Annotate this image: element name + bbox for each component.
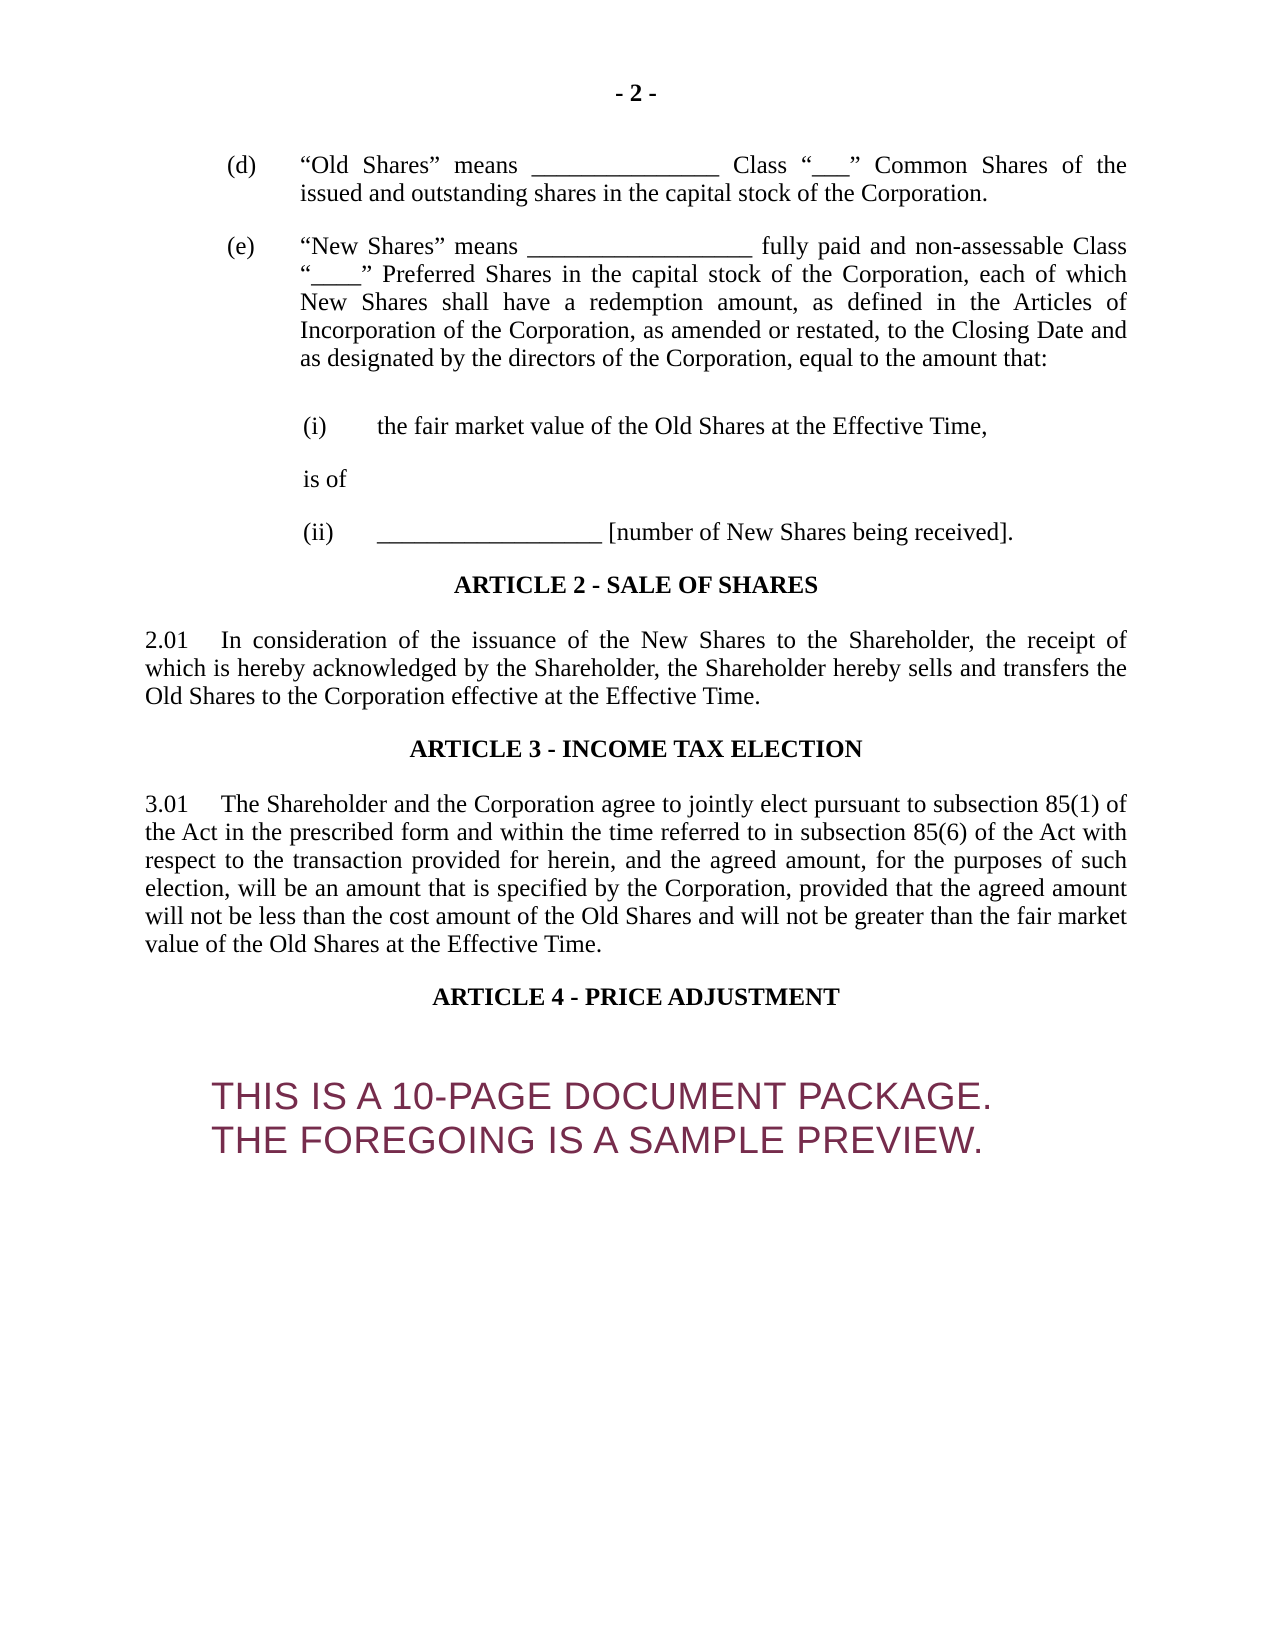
subitem-ii — [303, 519, 1127, 547]
definition-item-d — [145, 152, 1127, 208]
subitem-label-i: (i) — [303, 413, 327, 440]
preview-notice-line-2: THE FOREGOING IS A SAMPLE PREVIEW. — [211, 1120, 984, 1162]
definition-text-e: “New Shares” means __________________ fully paid and non-assessable Class “____” Preferred Shares in the capital stock of the Corporation, each of which New Shares shall have a redemption amount, as defined in the Articles of Incorporation of the Corporation, as amended or restated, to the Closing Date and as designated by the directors of the Corporation, equal to the amount that: — [300, 233, 1127, 372]
definition-label-e: (e) — [227, 233, 255, 260]
connector-is-of: is of — [303, 466, 347, 493]
page-number: - 2 - — [615, 80, 657, 107]
definition-item-e — [145, 233, 1127, 373]
subitem-label-ii: (ii) — [303, 519, 334, 546]
preview-notice — [211, 1075, 1127, 1163]
paragraph-2-01-number: 2.01 — [145, 627, 189, 654]
preview-notice-line-1: THIS IS A 10-PAGE DOCUMENT PACKAGE. — [211, 1076, 993, 1118]
paragraph-2-01 — [145, 627, 1127, 711]
paragraph-2-01-text: In consideration of the issuance of the New Shares to the Shareholder, the receipt of which is hereby acknowledged by the Shareholder, the Shareholder hereby sells and transfers the Old Shares to the Corporation effective at the Effective Time. — [145, 627, 1127, 710]
definition-label-d: (d) — [227, 152, 257, 179]
subitem-i — [303, 413, 1127, 441]
article-3-heading: ARTICLE 3 - INCOME TAX ELECTION — [409, 736, 863, 763]
subitem-text-ii: __________________ [number of New Shares being received]. — [377, 519, 1014, 546]
article-2-heading: ARTICLE 2 - SALE OF SHARES — [453, 572, 819, 599]
paragraph-3-01-number: 3.01 — [145, 791, 189, 818]
subitem-text-i: the fair market value of the Old Shares at the Effective Time, — [377, 413, 988, 440]
definition-text-d: “Old Shares” means _______________ Class “___” Common Shares of the issued and outstanding shares in the capital stock of the Corporation. — [300, 152, 1127, 207]
paragraph-3-01-text: The Shareholder and the Corporation agree to jointly elect pursuant to subsection 85(1) of the Act in the prescribed form and within the time referred to in subsection 85(6) of the Act with respect to the transaction provided for herein, and the agreed amount, for the purposes of such election, will be an amount that is specified by the Corporation, provided that the agreed amount will not be less than the cost amount of the Old Shares and will not be greater than the fair market value of the Old Shares at the Effective Time. — [145, 791, 1127, 958]
article-4-heading: ARTICLE 4 - PRICE ADJUSTMENT — [432, 984, 840, 1011]
paragraph-3-01 — [145, 791, 1127, 959]
